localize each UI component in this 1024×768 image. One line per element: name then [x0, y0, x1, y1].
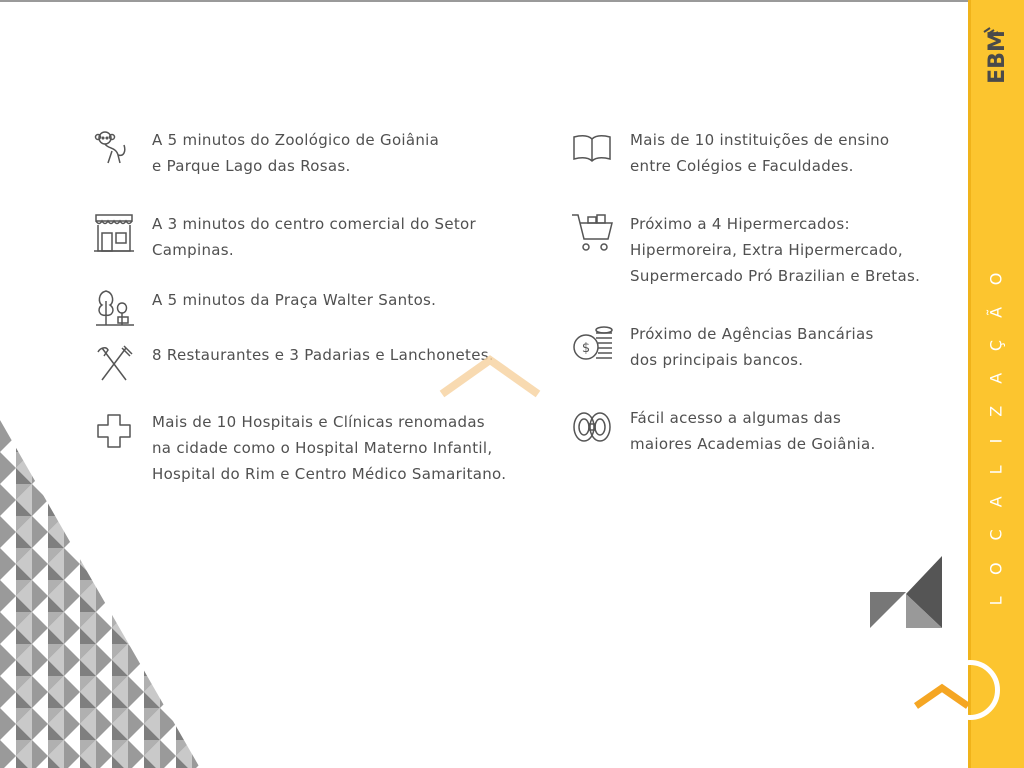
feature-banks-line-2: dos principais bancos. [630, 351, 804, 369]
svg-text:EBM: EBM [985, 30, 1010, 84]
feature-hospitals-line-1: Mais de 10 Hospitais e Clínicas renomadas [152, 413, 485, 431]
feature-education-line-1: Mais de 10 instituições de ensino [630, 131, 890, 149]
section-title-vertical: LOCALIZAÇÃO [986, 250, 1006, 606]
feature-supermarkets-line-3: Supermercado Pró Brazilian e Bretas. [630, 267, 921, 285]
park-trees-icon [92, 287, 136, 331]
ebm-logo [978, 26, 1018, 88]
feature-zoo-line-1: A 5 minutos do Zoológico de Goiânia [152, 131, 440, 149]
feature-banks-line-1: Próximo de Agências Bancárias [630, 325, 874, 343]
feature-banks [570, 321, 874, 373]
feature-gyms-line-2: maiores Academias de Goiânia. [630, 435, 876, 453]
feature-gyms-line-1: Fácil acesso a algumas das [630, 409, 842, 427]
shopping-cart-icon [570, 211, 614, 255]
feature-restaurants [92, 342, 494, 386]
feature-commerce-line-2: Campinas. [152, 241, 234, 259]
fork-knife-icon [92, 342, 136, 386]
feature-commerce [92, 211, 476, 263]
feature-hospitals-line-2: na cidade como o Hospital Materno Infantil, [152, 439, 493, 457]
feature-supermarkets-line-1: Próximo a 4 Hipermercados: [630, 215, 850, 233]
feature-restaurants-line-1: 8 Restaurantes e 3 Padarias e Lanchonetes. [152, 346, 494, 364]
feature-commerce-line-1: A 3 minutos do centro comercial do Setor [152, 215, 476, 233]
feature-education [570, 127, 889, 179]
svg-text:$: $ [581, 341, 591, 356]
chevron-up-decoration [438, 352, 542, 402]
feature-supermarkets-line-2: Hipermoreira, Extra Hipermercado, [630, 241, 903, 259]
weight-plates-icon [570, 405, 614, 449]
feature-supermarkets [570, 211, 920, 289]
feature-education-line-2: entre Colégios e Faculdades. [630, 157, 854, 175]
coins-icon [570, 321, 614, 365]
top-divider [0, 0, 968, 2]
monkey-icon [92, 127, 136, 171]
feature-hospitals-line-3: Hospital do Rim e Centro Médico Samaritano. [152, 465, 507, 483]
open-book-icon [570, 127, 614, 171]
sidebar-band-edge [968, 0, 971, 768]
geometric-shape-decoration [868, 554, 944, 630]
chevron-up-icon[interactable] [912, 682, 972, 712]
feature-gyms [570, 405, 876, 457]
feature-zoo [92, 127, 439, 179]
triangle-pattern-decoration [0, 420, 210, 768]
feature-zoo-line-2: e Parque Lago das Rosas. [152, 157, 351, 175]
feature-praca [92, 287, 436, 331]
storefront-icon [92, 211, 136, 255]
feature-praca-line-1: A 5 minutos da Praça Walter Santos. [152, 291, 437, 309]
